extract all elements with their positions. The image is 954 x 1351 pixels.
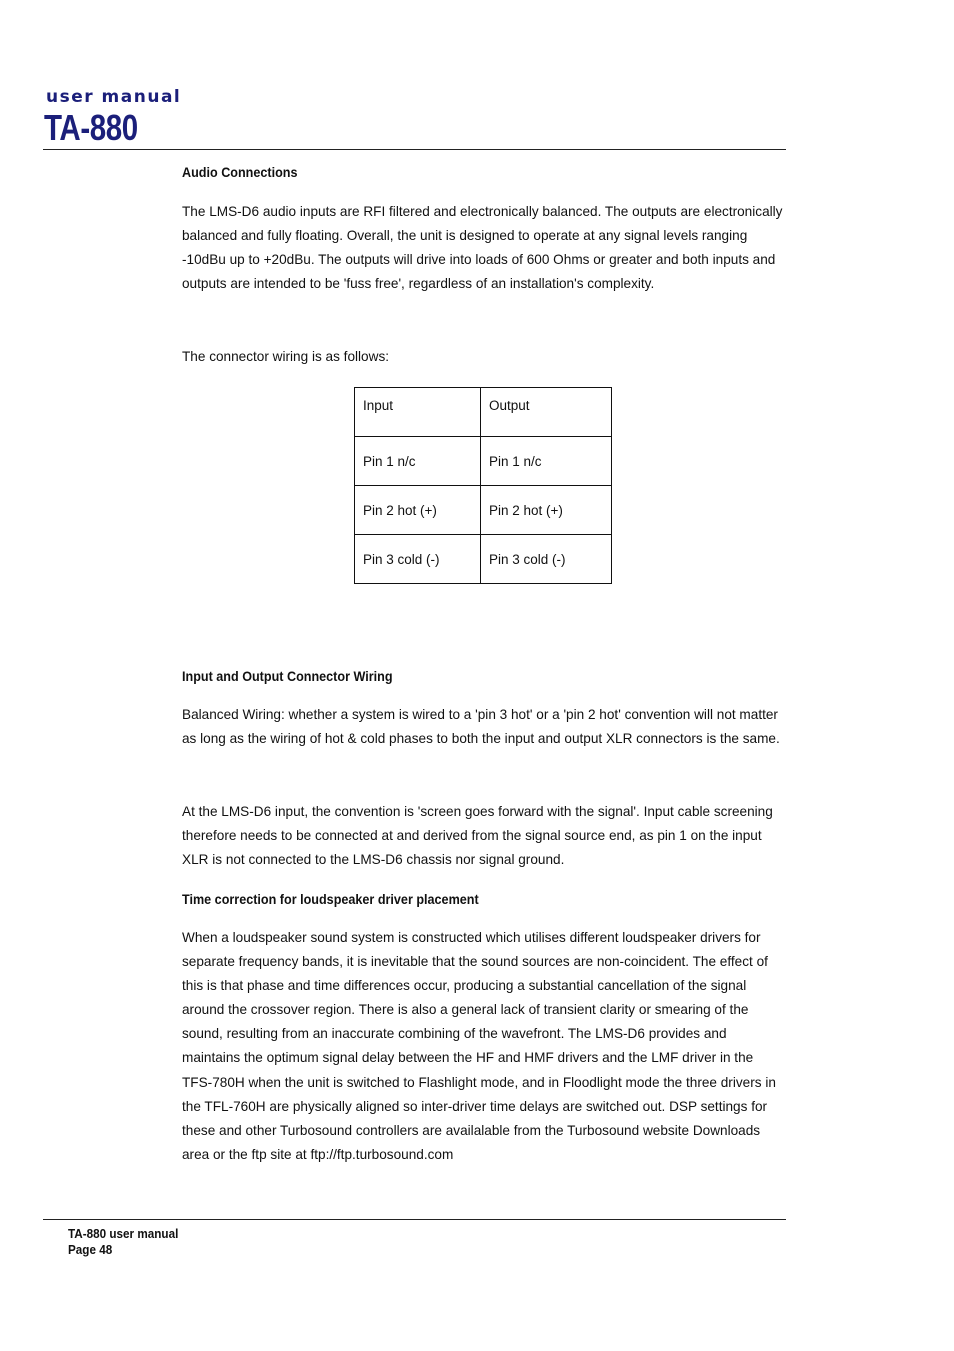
section-heading-time-correction: Time correction for loudspeaker driver placement [182, 891, 479, 907]
header-rule [43, 149, 786, 150]
table-row [355, 437, 612, 486]
footer-manual-name: TA-880 user manual [68, 1226, 179, 1241]
header-subtitle: user manual [46, 87, 182, 107]
footer-page-number: Page 48 [68, 1242, 113, 1257]
section-heading-connector-wiring: Input and Output Connector Wiring [182, 668, 393, 684]
connector-wiring-table [354, 387, 612, 584]
table-row [355, 486, 612, 535]
section-heading-audio-connections: Audio Connections [182, 164, 298, 180]
table-header-input: Input [355, 388, 481, 437]
paragraph-audio-inputs: The LMS-D6 audio inputs are RFI filtered and electronically balanced. The outputs are electronically balanced and fully floating. Overall, the unit is designed to operate at any signal levels ranging -10dBu up to +20dBu. The outputs will drive into loads of 600 Ohms or greater and both inputs and outputs are intended to be 'fuss free', regardless of an installation's complexity. [182, 204, 783, 292]
table-cell: Pin 2 hot (+) [355, 486, 481, 535]
table-cell: Pin 3 cold (-) [481, 535, 612, 584]
paragraph-time-correction: When a loudspeaker sound system is constructed which utilises different loudspeaker drivers for separate frequency bands, it is inevitable that the sound sources are non-coincident. The effect of this is that phase and time differences occur, producing a substantial cancellation of the signal around the crossover region. There is also a general lack of transient clarity or smearing of the sound, resulting from an inaccurate combining of the wavefront. The LMS-D6 provides and maintains the optimum signal delay between the HF and HMF drivers and the LMF driver in the TFS-780H when the unit is switched to Flashlight mode, and in Floodlight mode the three drivers in the TFL-760H are physically aligned so inter-driver time delays are switched out. DSP settings for these and other Turbosound controllers are availalable from the Turbosound website Downloads area or the ftp site at ftp://ftp.turbosound.com [182, 930, 776, 1162]
table-row [355, 535, 612, 584]
paragraph-lms-d6-input: At the LMS-D6 input, the convention is 'screen goes forward with the signal'. Input cable screening therefore needs to be connected at and derived from the signal source end, as pin 1 on the input XLR is not connected to the LMS-D6 chassis nor signal ground. [182, 804, 773, 868]
table-cell: Pin 3 cold (-) [355, 535, 481, 584]
table-header-output: Output [481, 388, 612, 437]
table-cell: Pin 1 n/c [481, 437, 612, 486]
paragraph-connector-wiring-intro: The connector wiring is as follows: [182, 349, 390, 364]
paragraph-balanced-wiring: Balanced Wiring: whether a system is wired to a 'pin 3 hot' or a 'pin 2 hot' convention will not matter as long as the wiring of hot & cold phases to both the input and output XLR connectors is the same. [182, 707, 780, 747]
footer-rule [43, 1219, 786, 1220]
header-title: TA-880 [44, 107, 138, 148]
table-cell: Pin 2 hot (+) [481, 486, 612, 535]
table-header-row [355, 388, 612, 437]
table-cell: Pin 1 n/c [355, 437, 481, 486]
